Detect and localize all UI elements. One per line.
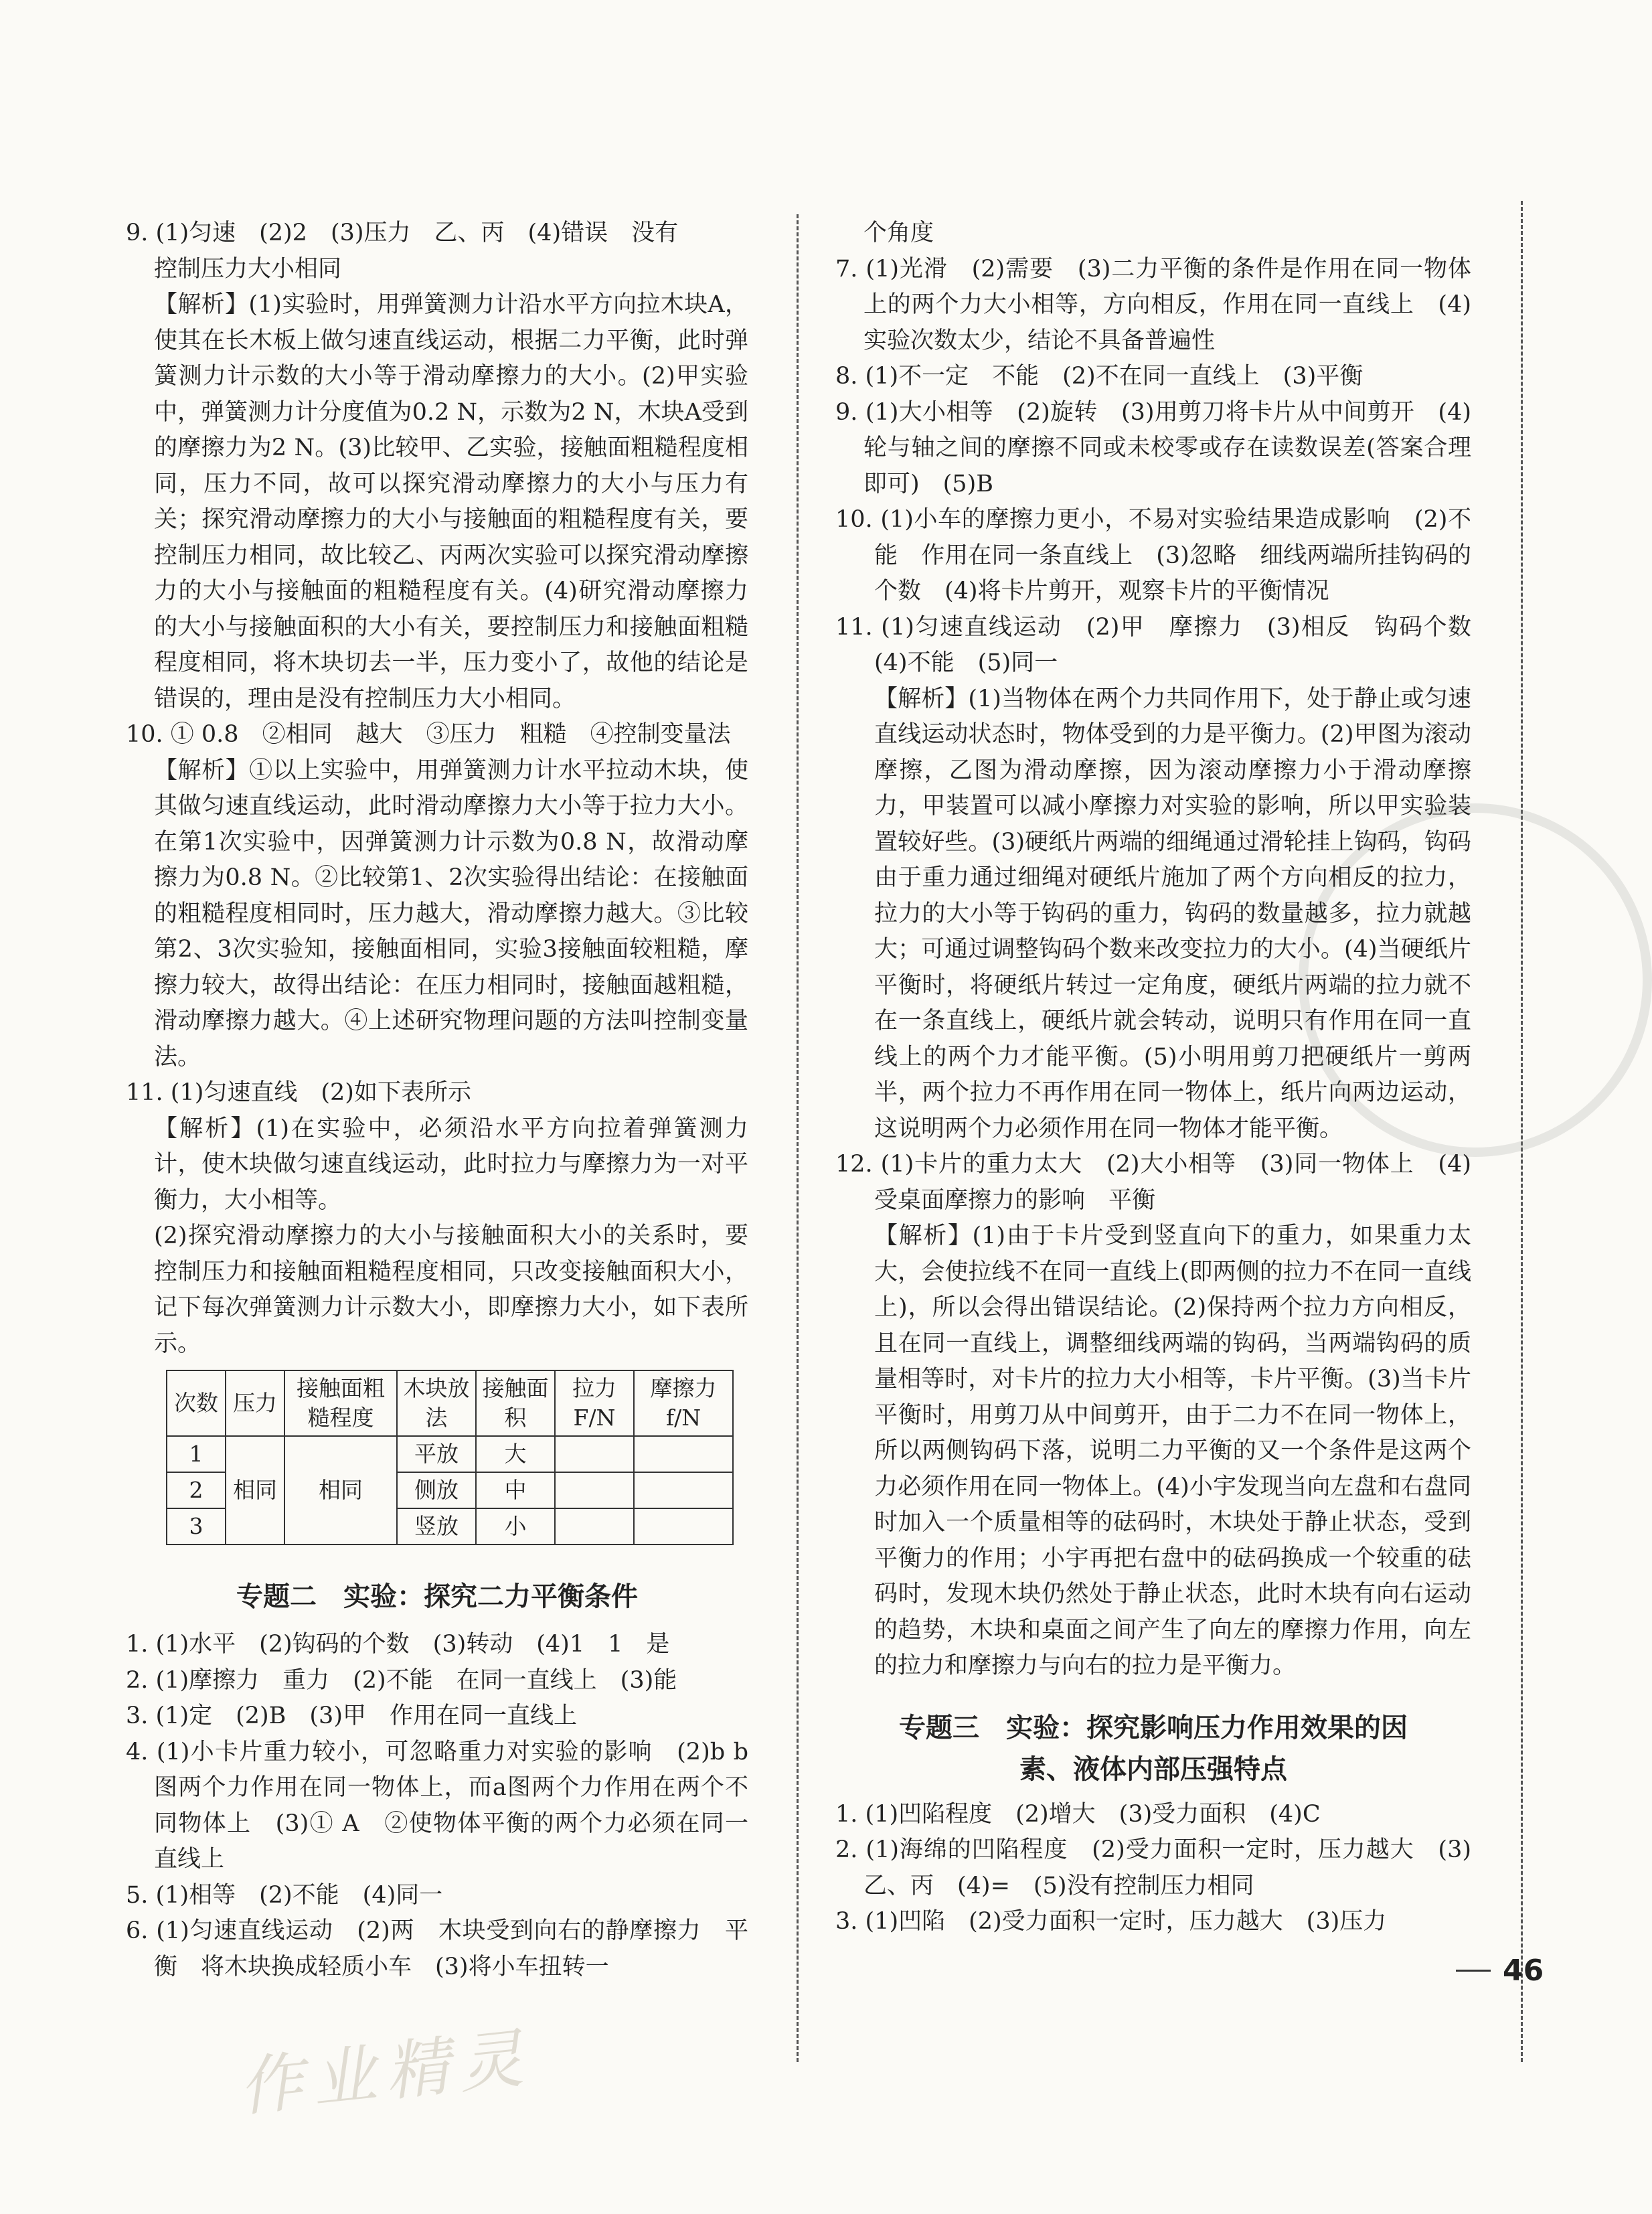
table-cell: 3 bbox=[167, 1508, 226, 1545]
s2-answer-12: 12. (1)卡片的重力太大 (2)大小相等 (3)同一物体上 (4)受桌面摩擦力的影响 平衡 bbox=[835, 1151, 1471, 1214]
table-cell: 相同 bbox=[226, 1436, 284, 1545]
analysis-10: 【解析】①以上实验中，用弹簧测力计水平拉动木块，使其做匀速直线运动，此时滑动摩擦力大小等于拉力大小。在第1次实验中，因弹簧测力计示数为0.8 N，故滑动摩擦力为0.8 N。②比较第1、2次实验得出结论：在接触面的粗糙程度相同时，压力越大，滑动摩擦力越大。③比较第2、3次实验知，接触面相同，实验3接触面较粗糙，摩擦力较大，故得出结论：在压力相同时，接触面越粗糙，滑动摩擦力越大。④上述研究物理问题的方法叫控制变量法。 bbox=[154, 757, 748, 1071]
data-table bbox=[166, 1370, 734, 1545]
s2-answer-2: 2. (1)摩擦力 重力 (2)不能 在同一直线上 (3)能 bbox=[126, 1666, 677, 1694]
right-column bbox=[835, 216, 1495, 1940]
table-cell: 平放 bbox=[397, 1436, 476, 1472]
s2-answer-9: 9. (1)大小相等 (2)旋转 (3)用剪刀将卡片从中间剪开 (4)轮与轴之间的摩擦不同或未校零或存在读数误差(答案合理即可) (5)B bbox=[835, 398, 1471, 497]
analysis-9: 【解析】(1)实验时，用弹簧测力计沿水平方向拉木块A，使其在长木板上做匀速直线运动，根据二力平衡，此时弹簧测力计示数的大小等于滑动摩擦力的大小。(2)甲实验中，弹簧测力计分度值为0.2 N，示数为2 N，木块A受到的摩擦力为2 N。(3)比较甲、乙实验，接触面粗糙程度相同，压力不同，故可以探究滑动摩擦力的大小与压力有关；探究滑动摩擦力的大小与接触面的粗糙程度有关，要控制压力相同，故比较乙、丙两次实验可以探究滑动摩擦力的大小与接触面的粗糙程度有关。(4)研究滑动摩擦力的大小与接触面积的大小有关，要控制压力和接触面粗糙程度相同，将木块切去一半，压力变小了，故他的结论是错误的，理由是没有控制压力大小相同。 bbox=[154, 291, 748, 712]
s2-answer-4: 4. (1)小卡片重力较小，可忽略重力对实验的影响 (2)b b图两个力作用在同一物体上，而a图两个力作用在两个不同物体上 (3)① A ②使物体平衡的两个力必须在同一直线上 bbox=[126, 1738, 748, 1873]
table-cell bbox=[555, 1508, 634, 1545]
analysis-11-a: 【解析】(1)在实验中，必须沿水平方向拉着弹簧测力计，使木块做匀速直线运动，此时拉力与摩擦力为一对平衡力，大小相等。 bbox=[154, 1115, 748, 1214]
answer-6-cont: 个角度 bbox=[863, 220, 934, 246]
table-header: 接触面粗糙程度 bbox=[284, 1370, 397, 1436]
left-column bbox=[126, 216, 748, 1985]
section-title-3: 专题三 实验：探究影响压力作用效果的因 bbox=[899, 1712, 1408, 1743]
s2-answer-3: 3. (1)定 (2)B (3)甲 作用在同一直线上 bbox=[126, 1703, 577, 1729]
s2-answer-8: 8. (1)不一定 不能 (2)不在同一直线上 (3)平衡 bbox=[835, 363, 1364, 390]
table-header: 拉力F/N bbox=[555, 1370, 634, 1436]
table-header-row bbox=[167, 1370, 733, 1436]
section-title-2: 专题二 实验：探究二力平衡条件 bbox=[236, 1581, 638, 1612]
table-cell bbox=[555, 1436, 634, 1472]
table-header: 摩擦力f/N bbox=[634, 1370, 733, 1436]
page-number: 46 bbox=[1503, 1954, 1544, 1988]
s2-answer-6: 6. (1)匀速直线运动 (2)两 木块受到向右的静摩擦力 平衡 将木块换成轻质小车 (3)将小车扭转一 bbox=[126, 1917, 748, 1980]
answer-11: 11. (1)匀速直线 (2)如下表所示 bbox=[126, 1079, 471, 1106]
table-header: 压力 bbox=[226, 1370, 284, 1436]
answer-10: 10. ① 0.8 ②相同 越大 ③压力 粗糙 ④控制变量法 bbox=[126, 721, 731, 748]
table-header: 次数 bbox=[167, 1370, 226, 1436]
s2-answer-7: 7. (1)光滑 (2)需要 (3)二力平衡的条件是作用在同一物体上的两个力大小相等，方向相反，作用在同一直线上 (4)实验次数太少，结论不具备普遍性 bbox=[835, 255, 1471, 354]
table-cell: 竖放 bbox=[397, 1508, 476, 1545]
section-title-3-cont: 素、液体内部压强特点 bbox=[1019, 1753, 1287, 1785]
answer-9: 9. (1)匀速 (2)2 (3)压力 乙、丙 (4)错误 没有 bbox=[126, 220, 679, 246]
column-divider bbox=[797, 214, 799, 2062]
s2-answer-11: 11. (1)匀速直线运动 (2)甲 摩擦力 (3)相反 钩码个数 (4)不能 (5)同一 bbox=[835, 613, 1495, 676]
s2-answer-10: 10. (1)小车的摩擦力更小，不易对实验结果造成影响 (2)不能 作用在同一条直线上 (3)忽略 细线两端所挂钩码的个数 (4)将卡片剪开，观察卡片的平衡情况 bbox=[835, 506, 1471, 605]
s2-answer-1: 1. (1)水平 (2)钩码的个数 (3)转动 (4)1 1 是 bbox=[126, 1631, 670, 1658]
table-cell bbox=[634, 1436, 733, 1472]
table-header: 接触面积 bbox=[476, 1370, 555, 1436]
table-cell bbox=[555, 1472, 634, 1508]
table-cell: 2 bbox=[167, 1472, 226, 1508]
s2-analysis-11: 【解析】(1)当物体在两个力共同作用下，处于静止或匀速直线运动状态时，物体受到的力是平衡力。(2)甲图为滚动摩擦，乙图为滑动摩擦，因为滚动摩擦力小于滑动摩擦力，甲装置可以减小摩擦力对实验的影响，所以甲实验装置较好些。(3)硬纸片两端的细绳通过滑轮挂上钩码，钩码由于重力通过细绳对硬纸片施加了两个方向相反的拉力，拉力的大小等于钩码的重力，钩码的数量越多，拉力就越大；可通过调整钩码个数来改变拉力的大小。(4)当硬纸片平衡时，将硬纸片转过一定角度，硬纸片两端的拉力就不在一条直线上，硬纸片就会转动，说明只有作用在同一直线上的两个力才能平衡。(5)小明用剪刀把硬纸片一剪两半，两个拉力不再作用在同一物体上，纸片向两边运动，这说明两个力必须作用在同一物体才能平衡。 bbox=[874, 685, 1471, 1142]
table-cell bbox=[634, 1472, 733, 1508]
table-cell: 相同 bbox=[284, 1436, 397, 1545]
watermark: 作业精灵 bbox=[235, 2020, 536, 2126]
s3-answer-2: 2. (1)海绵的凹陷程度 (2)受力面积一定时，压力越大 (3)乙、丙 (4)= (5)没有控制压力相同 bbox=[835, 1836, 1471, 1899]
s2-analysis-12: 【解析】(1)由于卡片受到竖直向下的重力，如果重力太大，会使拉线不在同一直线上(即两侧的拉力不在同一直线上)，所以会得出错误结论。(2)保持两个拉力方向相反，且在同一直线上，调整细线两端的钩码，当两端钩码的质量相等时，对卡片的拉力大小相等，卡片平衡。(3)当卡片平衡时，用剪刀从中间剪开，由于二力不在同一物体上，所以两侧钩码下落，说明二力平衡的又一个条件是这两个力必须作用在同一物体上。(4)小宇发现当向左盘和右盘同时加入一个质量相等的砝码时，木块处于静止状态，受到平衡力的作用；小宇再把右盘中的砝码换成一个较重的砝码时，发现木块仍然处于静止状态，此时木块有向右运动的趋势，木块和桌面之间产生了向左的摩擦力作用，向左的拉力和摩擦力与向右的拉力是平衡力。 bbox=[874, 1222, 1471, 1679]
s3-answer-3: 3. (1)凹陷 (2)受力面积一定时，压力越大 (3)压力 bbox=[835, 1908, 1387, 1935]
s2-answer-5: 5. (1)相等 (2)不能 (4)同一 bbox=[126, 1881, 443, 1909]
table-cell: 小 bbox=[476, 1508, 555, 1545]
table-cell bbox=[634, 1508, 733, 1545]
table-cell: 大 bbox=[476, 1436, 555, 1472]
s3-answer-1: 1. (1)凹陷程度 (2)增大 (3)受力面积 (4)C bbox=[835, 1800, 1321, 1828]
table-cell: 侧放 bbox=[397, 1472, 476, 1508]
table-cell: 1 bbox=[167, 1436, 226, 1472]
page-number-dash bbox=[1456, 1970, 1491, 1972]
table-header: 木块放法 bbox=[397, 1370, 476, 1436]
answer-9-cont: 控制压力大小相同 bbox=[154, 255, 342, 283]
table-cell: 中 bbox=[476, 1472, 555, 1508]
analysis-11-b: (2)探究滑动摩擦力的大小与接触面积大小的关系时，要控制压力和接触面粗糙程度相同，只改变接触面积大小，记下每次弹簧测力计示数大小，即摩擦力大小，如下表所示。 bbox=[154, 1222, 748, 1357]
table-row bbox=[167, 1436, 733, 1472]
